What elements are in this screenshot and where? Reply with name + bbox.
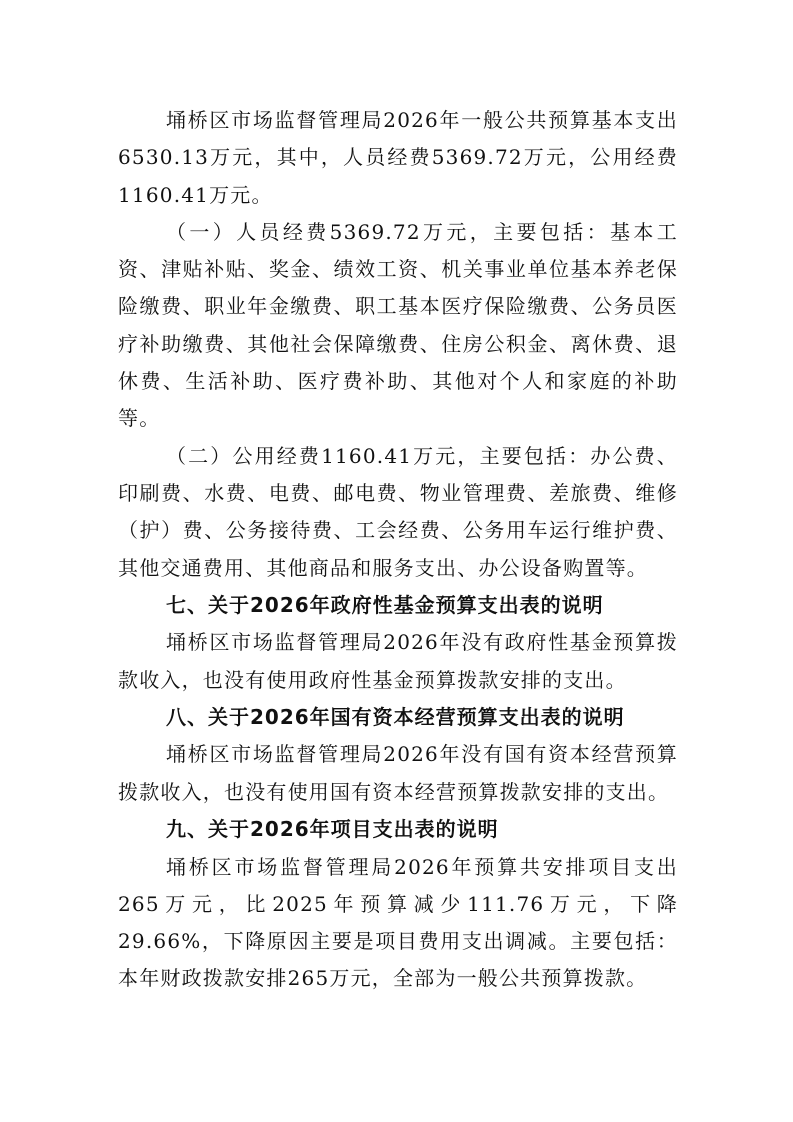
section-heading-government-fund: 七、关于2026年政府性基金预算支出表的说明 (166, 592, 604, 617)
paragraph-public-expenses: （二）公用经费1160.41万元，主要包括：办公费、印刷费、水费、电费、邮电费、物业管理费、差旅费、维修（护）费、公务接待费、工会经费、公务用车运行维护费、其他交通费用、其他商品和服务支出、办公设备购置等。 (118, 443, 678, 580)
section-heading-project-expenditure: 九、关于2026年项目支出表的说明 (166, 817, 499, 842)
document-body (118, 102, 678, 998)
paragraph-project-expenditure: 埇桥区市场监督管理局2026年预算共安排项目支出265万元，比2025年预算减少111.76万元，下降29.66%，下降原因主要是项目费用支出调减。主要包括：本年财政拨款安排265万元，全部为一般公共预算拨款。 (118, 854, 678, 991)
paragraph-basic-expenditure: 埇桥区市场监督管理局2026年一般公共预算基本支出6530.13万元，其中，人员经费5369.72万元，公用经费1160.41万元。 (118, 108, 678, 207)
paragraph-government-fund: 埇桥区市场监督管理局2026年没有政府性基金预算拨款收入，也没有使用政府性基金预算拨款安排的支出。 (118, 630, 678, 692)
paragraph-state-capital: 埇桥区市场监督管理局2026年没有国有资本经营预算拨款收入，也没有使用国有资本经营预算拨款安排的支出。 (118, 742, 678, 804)
paragraph-personnel-expenses: （一）人员经费5369.72万元，主要包括：基本工资、津贴补贴、奖金、绩效工资、机关事业单位基本养老保险缴费、职业年金缴费、职工基本医疗保险缴费、公务员医疗补助缴费、其他社会保障缴费、住房公积金、离休费、退休费、生活补助、医疗费补助、其他对个人和家庭的补助等。 (118, 219, 678, 431)
section-heading-state-capital: 八、关于2026年国有资本经营预算支出表的说明 (166, 704, 625, 729)
